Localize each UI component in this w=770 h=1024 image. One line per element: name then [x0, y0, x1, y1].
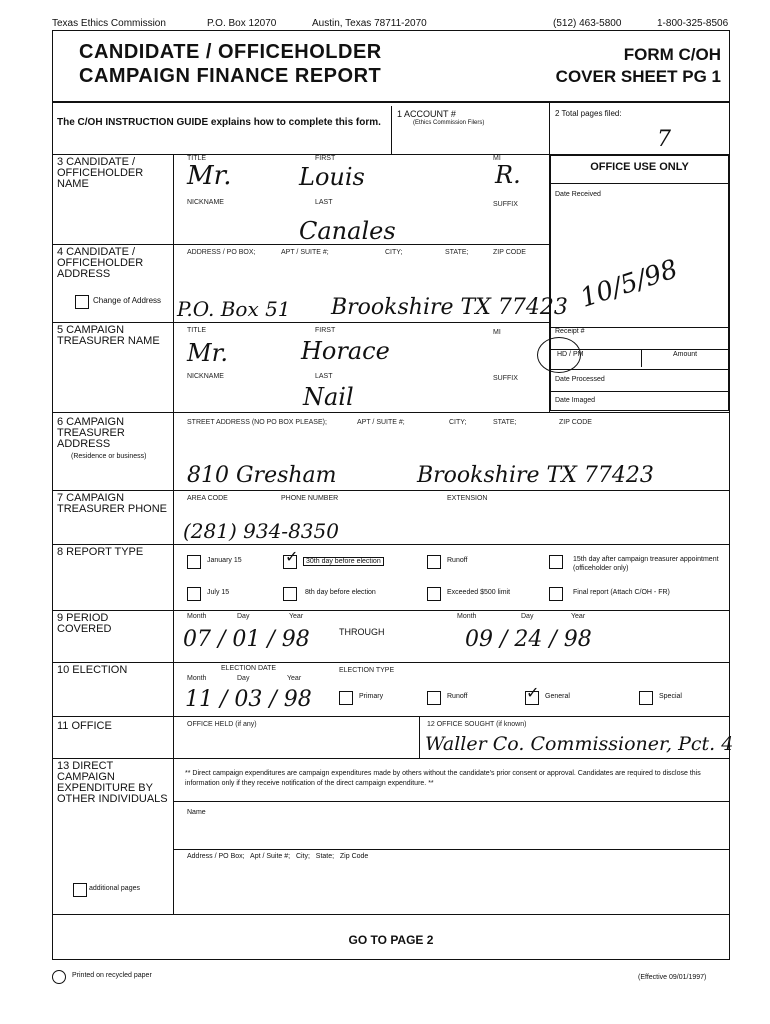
s5-first-label: FIRST	[315, 327, 336, 334]
candidate-last-name[interactable]: Canales	[299, 217, 396, 245]
s9-to-year-label: Year	[571, 613, 586, 620]
section-6-label: 6 CAMPAIGN TREASURER ADDRESS	[57, 416, 125, 450]
runoff-report-label: Runoff	[447, 557, 468, 564]
s4-zip-label: ZIP CODE	[493, 249, 526, 256]
total-pages-value: 7	[657, 127, 671, 152]
candidate-address[interactable]: P.O. Box 51	[177, 297, 291, 321]
through-label: THROUGH	[339, 627, 385, 637]
section-3-label: 3 CANDIDATE / OFFICEHOLDER NAME	[57, 156, 144, 190]
section-13-label: 13 DIRECT CAMPAIGN EXPENDITURE BY OTHER INDIVIDUALS	[57, 760, 168, 805]
effective-date: (Effective 09/01/1997)	[638, 974, 707, 981]
instructions-note: The C/OH INSTRUCTION GUIDE explains how to complete this form.	[57, 117, 381, 128]
s4-state-label: STATE;	[445, 249, 469, 256]
s6-state-label: STATE;	[493, 419, 517, 426]
form-code: FORM C/OH	[623, 45, 721, 64]
section-10-label: 10 ELECTION	[57, 664, 128, 676]
general-check-mark: ✓	[526, 685, 540, 702]
election-date[interactable]: 11 / 03 / 98	[185, 687, 312, 712]
additional-pages-checkbox[interactable]	[73, 883, 87, 897]
hd-pm-label: HD / PM	[557, 351, 584, 358]
section-7-label: 7 CAMPAIGN TREASURER PHONE	[57, 492, 168, 515]
s6-zip-label: ZIP CODE	[559, 419, 592, 426]
s3-mi-label: MI	[493, 155, 501, 162]
s13-name-label: Name	[187, 809, 206, 816]
candidate-city-state-zip[interactable]: Brookshire TX 77423	[331, 295, 568, 320]
s5-title-label: TITLE	[187, 327, 207, 334]
s13-address-label: Address / PO Box; Apt / Suite #; City; State; Zip Code	[187, 853, 369, 860]
s9-from-month-label: Month	[187, 613, 207, 620]
po-box: P.O. Box 12070	[207, 18, 277, 29]
day8-label: 8th day before election	[305, 589, 376, 596]
go-to-page-2: GO TO PAGE 2	[348, 933, 434, 947]
election-type-label: ELECTION TYPE	[339, 667, 395, 674]
section-8-label: 8 REPORT TYPE	[57, 546, 144, 558]
date-processed-label: Date Processed	[555, 376, 605, 383]
section-5-label: 5 CAMPAIGN TREASURER NAME	[57, 324, 160, 347]
election-runoff-label: Runoff	[447, 693, 468, 700]
s6-street-label: STREET ADDRESS (NO PO BOX PLEASE);	[187, 419, 327, 426]
s9-to-month-label: Month	[457, 613, 477, 620]
change-of-address-label: Change of Address	[93, 296, 162, 305]
s5-suffix-label: SUFFIX	[493, 375, 518, 382]
s3-title-label: TITLE	[187, 155, 207, 162]
section-11-label: 11 OFFICE	[57, 720, 112, 732]
day15-label: 15th day after campaign treasurer appointment (officeholder only)	[573, 556, 719, 572]
election-runoff-checkbox[interactable]	[427, 691, 441, 705]
final-report-checkbox[interactable]	[549, 587, 563, 601]
agency-city: Austin, Texas 78711-2070	[312, 18, 427, 29]
account-label: 1 ACCOUNT #	[397, 109, 456, 119]
s9-from-day-label: Day	[237, 613, 250, 620]
office-held-label: OFFICE HELD (if any)	[187, 721, 257, 728]
runoff-report-checkbox[interactable]	[427, 555, 441, 569]
s3-last-label: LAST	[315, 199, 333, 206]
s5-mi-label: MI	[493, 329, 501, 336]
date-received-stamp: 10/5/98	[576, 254, 682, 314]
office-sought[interactable]: Waller Co. Commissioner, Pct. 4	[425, 733, 734, 755]
treasurer-last-name[interactable]: Nail	[303, 383, 354, 411]
agency-phone: (512) 463-5800	[553, 18, 622, 29]
s10-month-label: Month	[187, 675, 207, 682]
date-imaged-label: Date Imaged	[555, 397, 596, 404]
s3-first-label: FIRST	[315, 155, 336, 162]
general-label: General	[545, 693, 570, 700]
cover-sheet-label: COVER SHEET PG 1	[555, 67, 721, 86]
office-sought-label: 12 OFFICE SOUGHT (if known)	[427, 721, 527, 728]
recycled-note: Printed on recycled paper	[72, 972, 152, 979]
account-sub: (Ethics Commission Filers)	[413, 120, 485, 126]
office-use-title: OFFICE USE ONLY	[590, 161, 689, 173]
day15-checkbox[interactable]	[549, 555, 563, 569]
agency-tollfree: 1-800-325-8506	[657, 18, 729, 29]
treasurer-title[interactable]: Mr.	[187, 339, 229, 367]
candidate-first-name[interactable]: Louis	[299, 163, 365, 191]
candidate-title[interactable]: Mr.	[187, 161, 232, 191]
recycle-icon	[52, 970, 66, 984]
s7-phone-label: PHONE NUMBER	[281, 495, 339, 502]
exceeded-checkbox[interactable]	[427, 587, 441, 601]
period-to[interactable]: 09 / 24 / 98	[465, 627, 592, 652]
jan15-checkbox[interactable]	[187, 555, 201, 569]
election-date-label: ELECTION DATE	[221, 665, 277, 672]
s10-day-label: Day	[237, 675, 250, 682]
s9-to-day-label: Day	[521, 613, 534, 620]
primary-checkbox[interactable]	[339, 691, 353, 705]
s6-city-label: CITY;	[449, 419, 467, 426]
day30-label: 30th day before election	[303, 557, 384, 566]
day8-checkbox[interactable]	[283, 587, 297, 601]
candidate-middle-initial[interactable]: R.	[495, 161, 521, 189]
change-of-address-checkbox[interactable]	[75, 295, 89, 309]
special-label: Special	[659, 693, 682, 700]
s4-city-label: CITY;	[385, 249, 403, 256]
s7-area-code-label: AREA CODE	[187, 495, 228, 502]
s6-apt-label: APT / SUITE #;	[357, 419, 405, 426]
s5-nickname-label: NICKNAME	[187, 373, 224, 380]
treasurer-first-name[interactable]: Horace	[301, 337, 390, 365]
total-pages-label: 2 Total pages filed:	[555, 109, 622, 118]
s4-address-label: ADDRESS / PO BOX;	[187, 249, 256, 256]
section-9-label: 9 PERIOD COVERED	[57, 612, 112, 635]
jul15-checkbox[interactable]	[187, 587, 201, 601]
s6-residence-note: (Residence or business)	[71, 453, 147, 460]
final-report-label: Final report (Attach C/OH - FR)	[573, 589, 670, 596]
day30-check-mark: ✓	[285, 549, 299, 566]
receipt-label: Receipt #	[555, 328, 585, 335]
cover-sheet-form	[52, 30, 734, 960]
handwritten-circle	[537, 337, 584, 373]
treasurer-city-state-zip[interactable]: Brookshire TX 77423	[417, 463, 654, 488]
special-checkbox[interactable]	[639, 691, 653, 705]
form-title-line2: CAMPAIGN FINANCE REPORT	[79, 65, 382, 87]
agency-name: Texas Ethics Commission	[52, 18, 166, 29]
amount-label: Amount	[673, 351, 698, 358]
s4-apt-label: APT / SUITE #;	[281, 249, 329, 256]
primary-label: Primary	[359, 693, 384, 700]
section-4-label: 4 CANDIDATE / OFFICEHOLDER ADDRESS	[57, 246, 144, 280]
jan15-label: January 15	[207, 557, 242, 564]
jul15-label: July 15	[207, 589, 230, 596]
s3-suffix-label: SUFFIX	[493, 201, 518, 208]
period-from[interactable]: 07 / 01 / 98	[183, 627, 310, 652]
additional-pages-label: additional pages	[89, 885, 140, 892]
s5-last-label: LAST	[315, 373, 333, 380]
direct-expenditure-note: ** Direct campaign expenditures are campaign expenditures made by others without the candidate's prior consent or approval. Candidates are required to disclose this information only if they receive notification of the direct campaign expenditure. **	[185, 770, 701, 787]
treasurer-phone[interactable]: (281) 934-8350	[183, 519, 339, 543]
date-received-label: Date Received	[555, 191, 601, 198]
s7-extension-label: EXTENSION	[447, 495, 488, 502]
exceeded-label: Exceeded $500 limit	[447, 589, 511, 596]
treasurer-street[interactable]: 810 Gresham	[187, 463, 337, 488]
form-title-line1: CANDIDATE / OFFICEHOLDER	[79, 41, 382, 63]
s10-year-label: Year	[287, 675, 302, 682]
s3-nickname-label: NICKNAME	[187, 199, 224, 206]
s9-from-year-label: Year	[289, 613, 304, 620]
